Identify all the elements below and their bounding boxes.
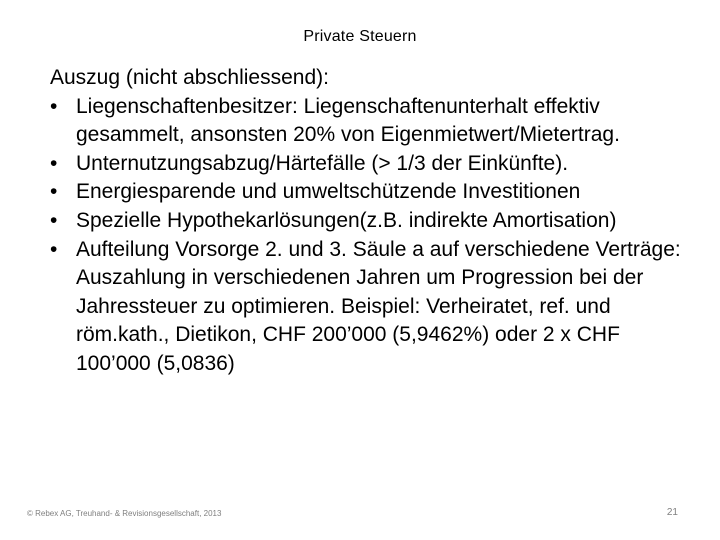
slide-body [50, 64, 700, 379]
intro-text: Auszug (nicht abschliessend): [50, 66, 329, 89]
slide-title: Private Steuern [303, 28, 417, 45]
bullet-item: • Unternutzungsabzug/Härtefälle (> 1/3 der Einkünfte). [50, 150, 700, 179]
bullet-list [50, 93, 700, 379]
footer-copyright: © Rebex AG, Treuhand- & Revisionsgesellschaft, 2013 [27, 509, 222, 518]
bullet-item: • Spezielle Hypothekarlösungen(z.B. indirekte Amortisation) [50, 207, 700, 236]
bullet-item: • Aufteilung Vorsorge 2. und 3. Säule a auf verschiedene Verträge: Auszahlung in verschiedenen Jahren um Progression bei der Jahressteuer zu optimieren. Beispiel: Verheiratet, ref. und röm.kath., Dietikon, CHF 200’000 (5,9462%) oder 2 x CHF 100’000 (5,0836) [50, 236, 700, 379]
bullet-item: • Liegenschaftenbesitzer: Liegenschaftenunterhalt effektiv gesammelt, ansonsten 20% von Eigenmietwert/Mietertrag. [50, 93, 700, 150]
page-number: 21 [666, 507, 678, 518]
bullet-item: • Energiesparende und umweltschützende Investitionen [50, 178, 700, 207]
